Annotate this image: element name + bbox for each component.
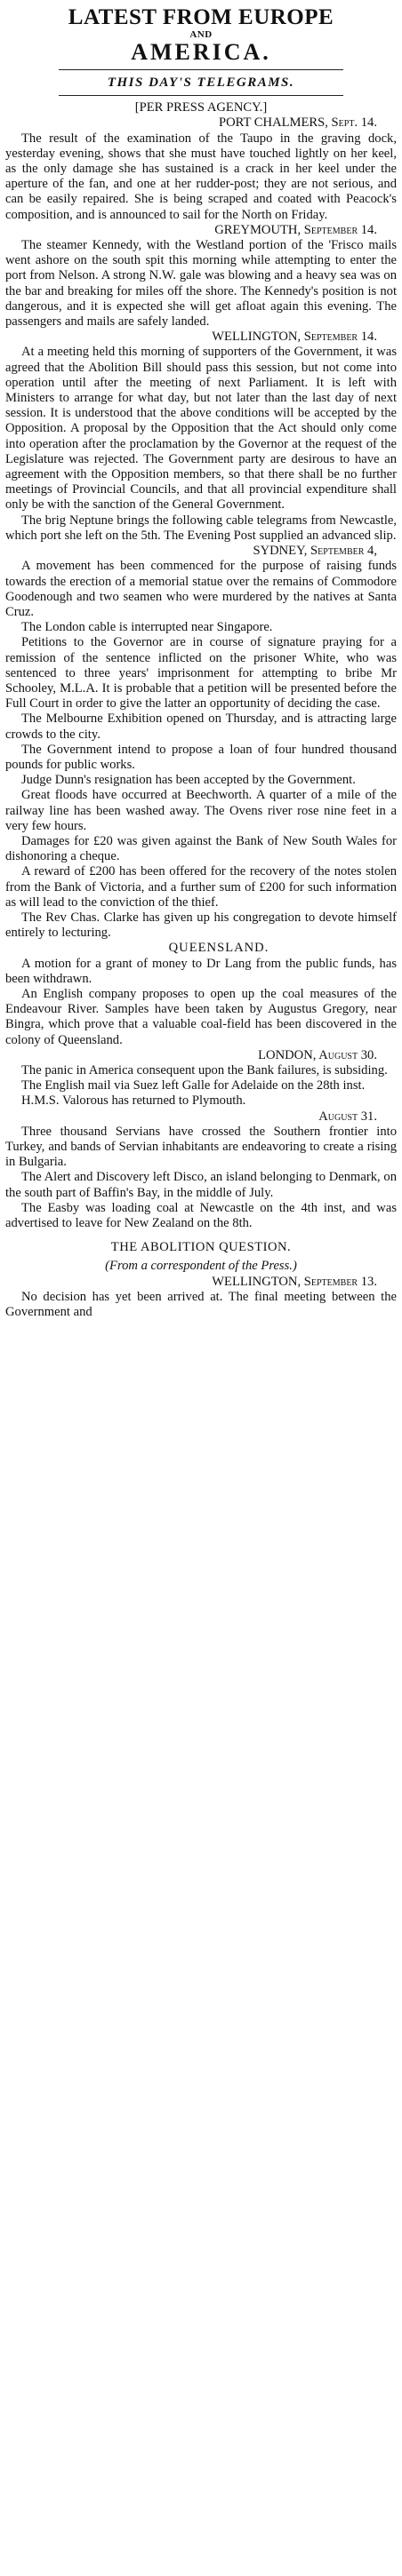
headline-line-2: AND (189, 29, 213, 40)
paragraph: At a meeting held this morning of supporters of the Government, it was agreed that the Abolition Bill should pass this session, but not come into operation until after the meeting of next Parliament. It is left with Ministers to arrange for what day, but not later than the last day of next session. It is understood that the above conditions will be accepted by the Opposition. A proposal by the Opposition that the Act should only come into operation after the proclamation by the Governor at the request of the Legislature was rejected. The Government party are desirous to have an agreement with the Opposition members, so that there shall be no further meetings of Provincial Councils, and that all provincial expenditure shall only be with the sanction of the General Government. (5, 345, 397, 513)
paragraph: The steamer Kennedy, with the Westland portion of the 'Frisco mails went ashore on the south spit this morning while attempting to enter the port from Nelson. A strong N.W. gale was blowing and a heavy sea was on the bar and breaking for miles off the shore. The Kennedy's position is not dangerous, and it is expected she will get afloat again this evening. The passengers and mails are safely landed. (5, 238, 397, 330)
paragraph: The result of the examination of the Taupo in the graving dock, yesterday evening, shows that she must have touched lightly on her keel, as the only damage she has sustained is a crack in her keel under the aperture of the fan, and one at her rudder-post; they are not serious, and can be easily repaired. She is being scraped and coated with Peacock's composition, and is announced to sail for the North on Friday. (5, 131, 397, 222)
paragraph: The Easby was loading coal at Newcastle on the 4th inst, and was advertised to leave for New Zealand on the 8th. (5, 1200, 397, 1231)
paragraph: A reward of £200 has been offered for the recovery of the notes stolen from the Bank of Victoria, and a further sum of £200 for such information as will lead to the conviction of the thief. (5, 864, 397, 910)
paragraph: Judge Dunn's resignation has been accepted by the Government. (21, 773, 356, 788)
agency-credit: [PER PRESS AGENCY.] (134, 100, 268, 115)
paragraph: An English company proposes to open up the coal measures of the Endeavour River. Samples have been taken by Augustus Gregory, near Bingra, which prove that a valuable coal-field has been discovered in the colony of Queensland. (5, 986, 397, 1047)
paragraph: Three thousand Servians have crossed the Southern frontier into Turkey, and bands of Servian inhabitants are endeavoring to create a rising in Bulgaria. (5, 1124, 397, 1170)
dateline: WELLINGTON, September 13. (212, 1274, 377, 1289)
dateline: SYDNEY, September 4, (253, 544, 377, 559)
paragraph: A movement has been commenced for the purpose of raising funds towards the erection of a memorial statue over the remains of Commodore Goodenough and two seamen who were murdered by the natives at Santa Cruz. (5, 559, 397, 619)
dateline: WELLINGTON, September 14. (212, 330, 377, 345)
masthead (5, 5, 397, 96)
paragraph: The London cable is interrupted near Singapore. (21, 620, 273, 635)
paragraph: H.M.S. Valorous has returned to Plymouth. (21, 1093, 246, 1109)
region-heading: QUEENSLAND. (168, 941, 269, 956)
correspondent-note: (From a correspondent of the Press.) (105, 1259, 297, 1274)
article-body (5, 115, 397, 1320)
dateline: PORT CHALMERS, Sept. 14. (218, 115, 377, 131)
paragraph: Great floods have occurred at Beechworth. A quarter of a mile of the railway line has been washed away. The Ovens river rose nine feet in a very few hours. (5, 788, 397, 833)
paragraph: No decision has yet been arrived at. The final meeting between the Government and (5, 1289, 397, 1320)
paragraph: The brig Neptune brings the following cable telegrams from Newcastle, which port she left on the 5th. The Evening Post supplied an advanced slip. (5, 513, 397, 543)
paragraph: The panic in America consequent upon the Bank failures, is subsiding. (21, 1063, 388, 1077)
paragraph: The Alert and Discovery left Disco, an island belonging to Denmark, on the south part of Baffin's Bay, in the middle of July. (5, 1170, 397, 1200)
paragraph: The Government intend to propose a loan of four hundred thousand pounds for public works. (5, 742, 397, 772)
newspaper-page (5, 0, 397, 1320)
paragraph: Damages for £20 was given against the Bank of New South Wales for dishonoring a cheque. (5, 833, 397, 864)
section-heading: THE ABOLITION QUESTION. (110, 1240, 292, 1255)
headline-line-3: AMERICA. (131, 39, 271, 65)
divider-rule (59, 69, 343, 70)
paragraph: The Melbourne Exhibition opened on Thursday, and is attracting large crowds to the city. (5, 712, 397, 742)
headline-line-1: LATEST FROM EUROPE (68, 5, 334, 29)
subheadline: THIS DAY'S TELEGRAMS. (107, 76, 295, 90)
paragraph: The Rev Chas. Clarke has given up his congregation to devote himself entirely to lecturing. (5, 910, 397, 941)
paragraph: A motion for a grant of money to Dr Lang from the public funds, has been withdrawn. (5, 956, 397, 986)
dateline: LONDON, August 30. (258, 1047, 377, 1062)
dateline: August 31. (318, 1109, 377, 1124)
paragraph: Petitions to the Governor are in course of signature praying for a remission of the sentence inflicted on the prisoner White, who was sentenced to three years' imprisonment for attempting to bribe Mr Schooley, M.L.A. It is probable that a petition will be presented before the Full Court in order to give the latter an opportunity of deciding the case. (5, 635, 397, 712)
dateline: GREYMOUTH, September 14. (214, 222, 377, 237)
paragraph: The English mail via Suez left Galle for Adelaide on the 28th inst. (21, 1078, 366, 1093)
divider-rule (59, 95, 343, 96)
